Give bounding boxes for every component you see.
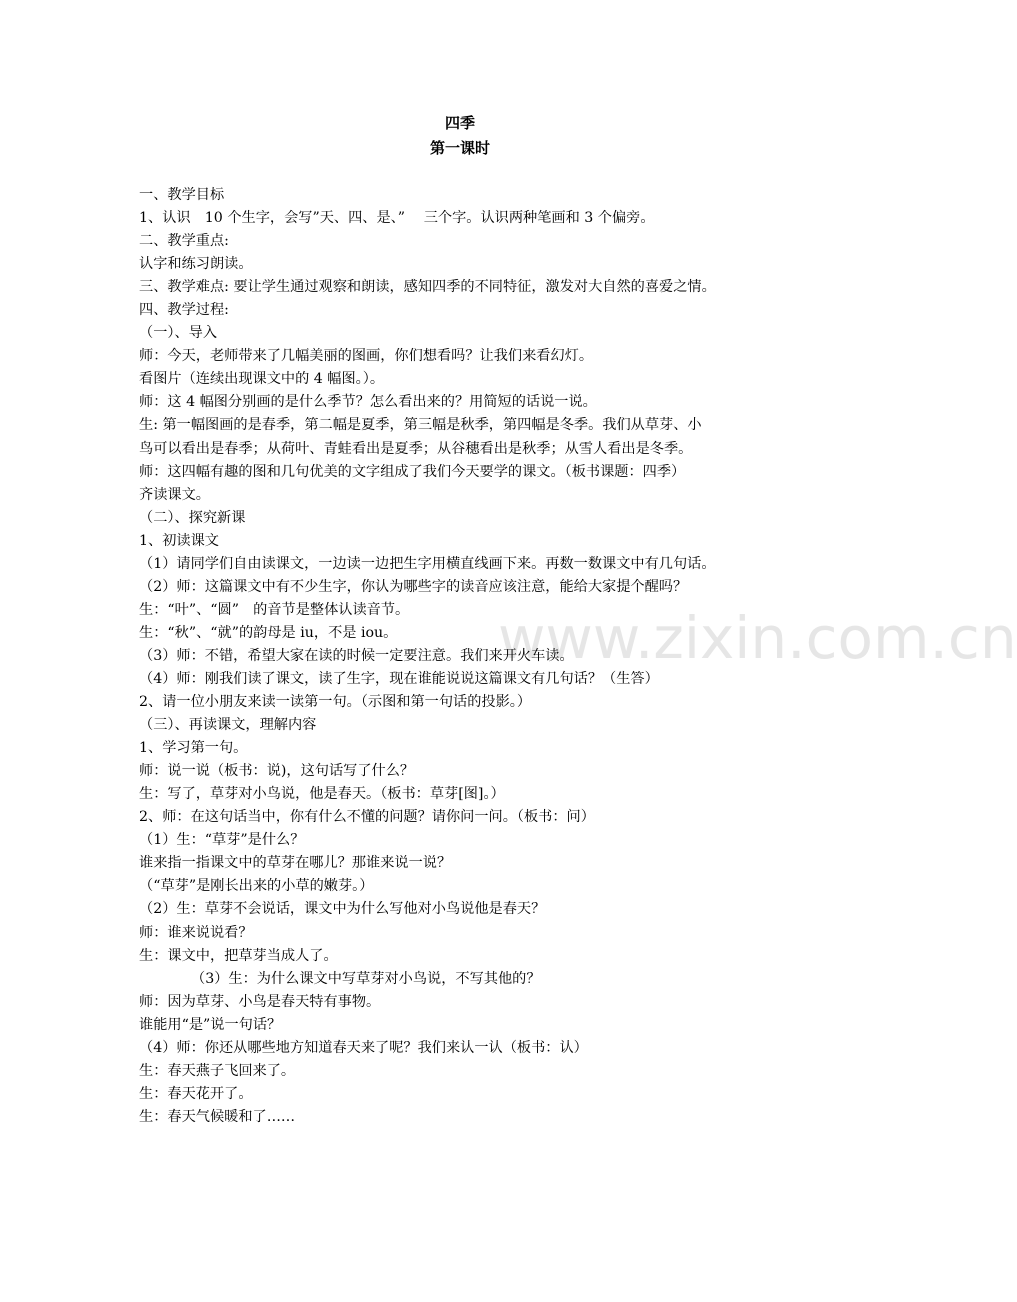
text-line: （3）生：为什么课文中写草芽对小鸟说，不写其他的？ [191, 970, 541, 987]
text-line: （2）生：草芽不会说话，课文中为什么写他对小鸟说他是春天？ [139, 901, 546, 918]
text-line: 2、请一位小朋友来读一读第一句。（示图和第一句话的投影。） [139, 694, 532, 711]
text-line: 生：春天花开了。 [139, 1085, 253, 1102]
text-line: 2、师：在这句话当中，你有什么不懂的问题？请你问一问。（板书：问） [139, 809, 595, 826]
text-line: 生: 第一幅图画的是春季，第二幅是夏季，第三幅是秋季，第四幅是冬季。我们从草芽、小 [139, 417, 702, 434]
text-line: 谁能用“是”说一句话？ [139, 1016, 282, 1033]
text-line: 生：写了，草芽对小鸟说，他是春天。（板书：草芽[图]。） [139, 786, 505, 803]
text-line: （3）师：不错，希望大家在读的时候一定要注意。我们来开火车读。 [139, 647, 574, 664]
text-line: 师：因为草芽、小鸟是春天特有事物。 [139, 993, 381, 1010]
document-body [139, 184, 799, 1129]
text-line: 四、教学过程: [139, 302, 229, 319]
text-line: （4）师：刚我们读了课文，读了生字，现在谁能说说这篇课文有几句话？（生答） [139, 670, 659, 687]
document-subtitle: 第一课时 [429, 139, 490, 157]
text-line: （2）师：这篇课文中有不少生字，你认为哪些字的读音应该注意，能给大家提个醒吗？ [139, 578, 688, 595]
text-line: （三）、再读课文，理解内容 [139, 717, 317, 734]
watermark-text: www.zixin.com.cn [498, 604, 1017, 672]
text-line: 生：课文中，把草芽当成人了。 [139, 947, 338, 964]
text-line: 三、教学难点: 要让学生通过观察和朗读，感知四季的不同特征，激发对大自然的喜爱之情。 [139, 279, 716, 296]
text-line: （1）请同学们自由读课文，一边读一边把生字用横直线画下来。再数一数课文中有几句话。 [139, 555, 716, 572]
text-line: 生：“叶”、“圆” 的音节是整体认读音节。 [139, 601, 410, 618]
text-line: 生：“秋”、“就”的韵母是 iu，不是 iou。 [139, 624, 398, 641]
text-line: 师：说一说（板书：说)，这句话写了什么？ [139, 763, 415, 780]
text-line: （二）、探究新课 [139, 509, 246, 526]
text-line: 1、学习第一句。 [139, 740, 248, 757]
text-line: 师：今天，老师带来了几幅美丽的图画，你们想看吗？让我们来看幻灯。 [139, 348, 594, 365]
text-line: 看图片（连续出现课文中的 4 幅图。）。 [139, 371, 385, 388]
text-line: 鸟可以看出是春季；从荷叶、青蛙看出是夏季；从谷穗看出是秋季；从雪人看出是冬季。 [139, 440, 693, 457]
text-line: 二、教学重点: [139, 233, 229, 250]
text-line: 师：这 4 幅图分别画的是什么季节？怎么看出来的？用简短的话说一说。 [139, 394, 597, 411]
text-line: 师：这四幅有趣的图和几句优美的文字组成了我们今天要学的课文。（板书课题：四季） [139, 463, 686, 480]
text-line: 谁来指一指课文中的草芽在哪儿？那谁来说一说？ [139, 855, 452, 872]
text-line: 1、认识 10 个生字，会写”天、四、是、” 三个字。认识两种笔画和 3 个偏旁。 [139, 210, 655, 227]
text-line: 认字和练习朗读。 [139, 256, 253, 273]
document-title: 四季 [444, 114, 475, 132]
text-line: 1、初读课文 [139, 532, 219, 549]
text-line: （4）师：你还从哪些地方知道春天来了呢？我们来认一认（板书：认） [139, 1039, 588, 1056]
text-line: 师：谁来说说看？ [139, 924, 253, 941]
text-line: 生：春天燕子飞回来了。 [139, 1062, 296, 1079]
text-line: 生：春天气候暖和了…… [139, 1108, 296, 1125]
text-line: （1）生：“草芽”是什么？ [139, 832, 305, 849]
text-line: 齐读课文。 [139, 486, 210, 503]
text-line: （一）、导入 [139, 325, 218, 342]
text-line: （“草芽”是刚长出来的小草的嫩芽。） [139, 878, 374, 895]
text-line: 一、教学目标 [139, 187, 225, 203]
